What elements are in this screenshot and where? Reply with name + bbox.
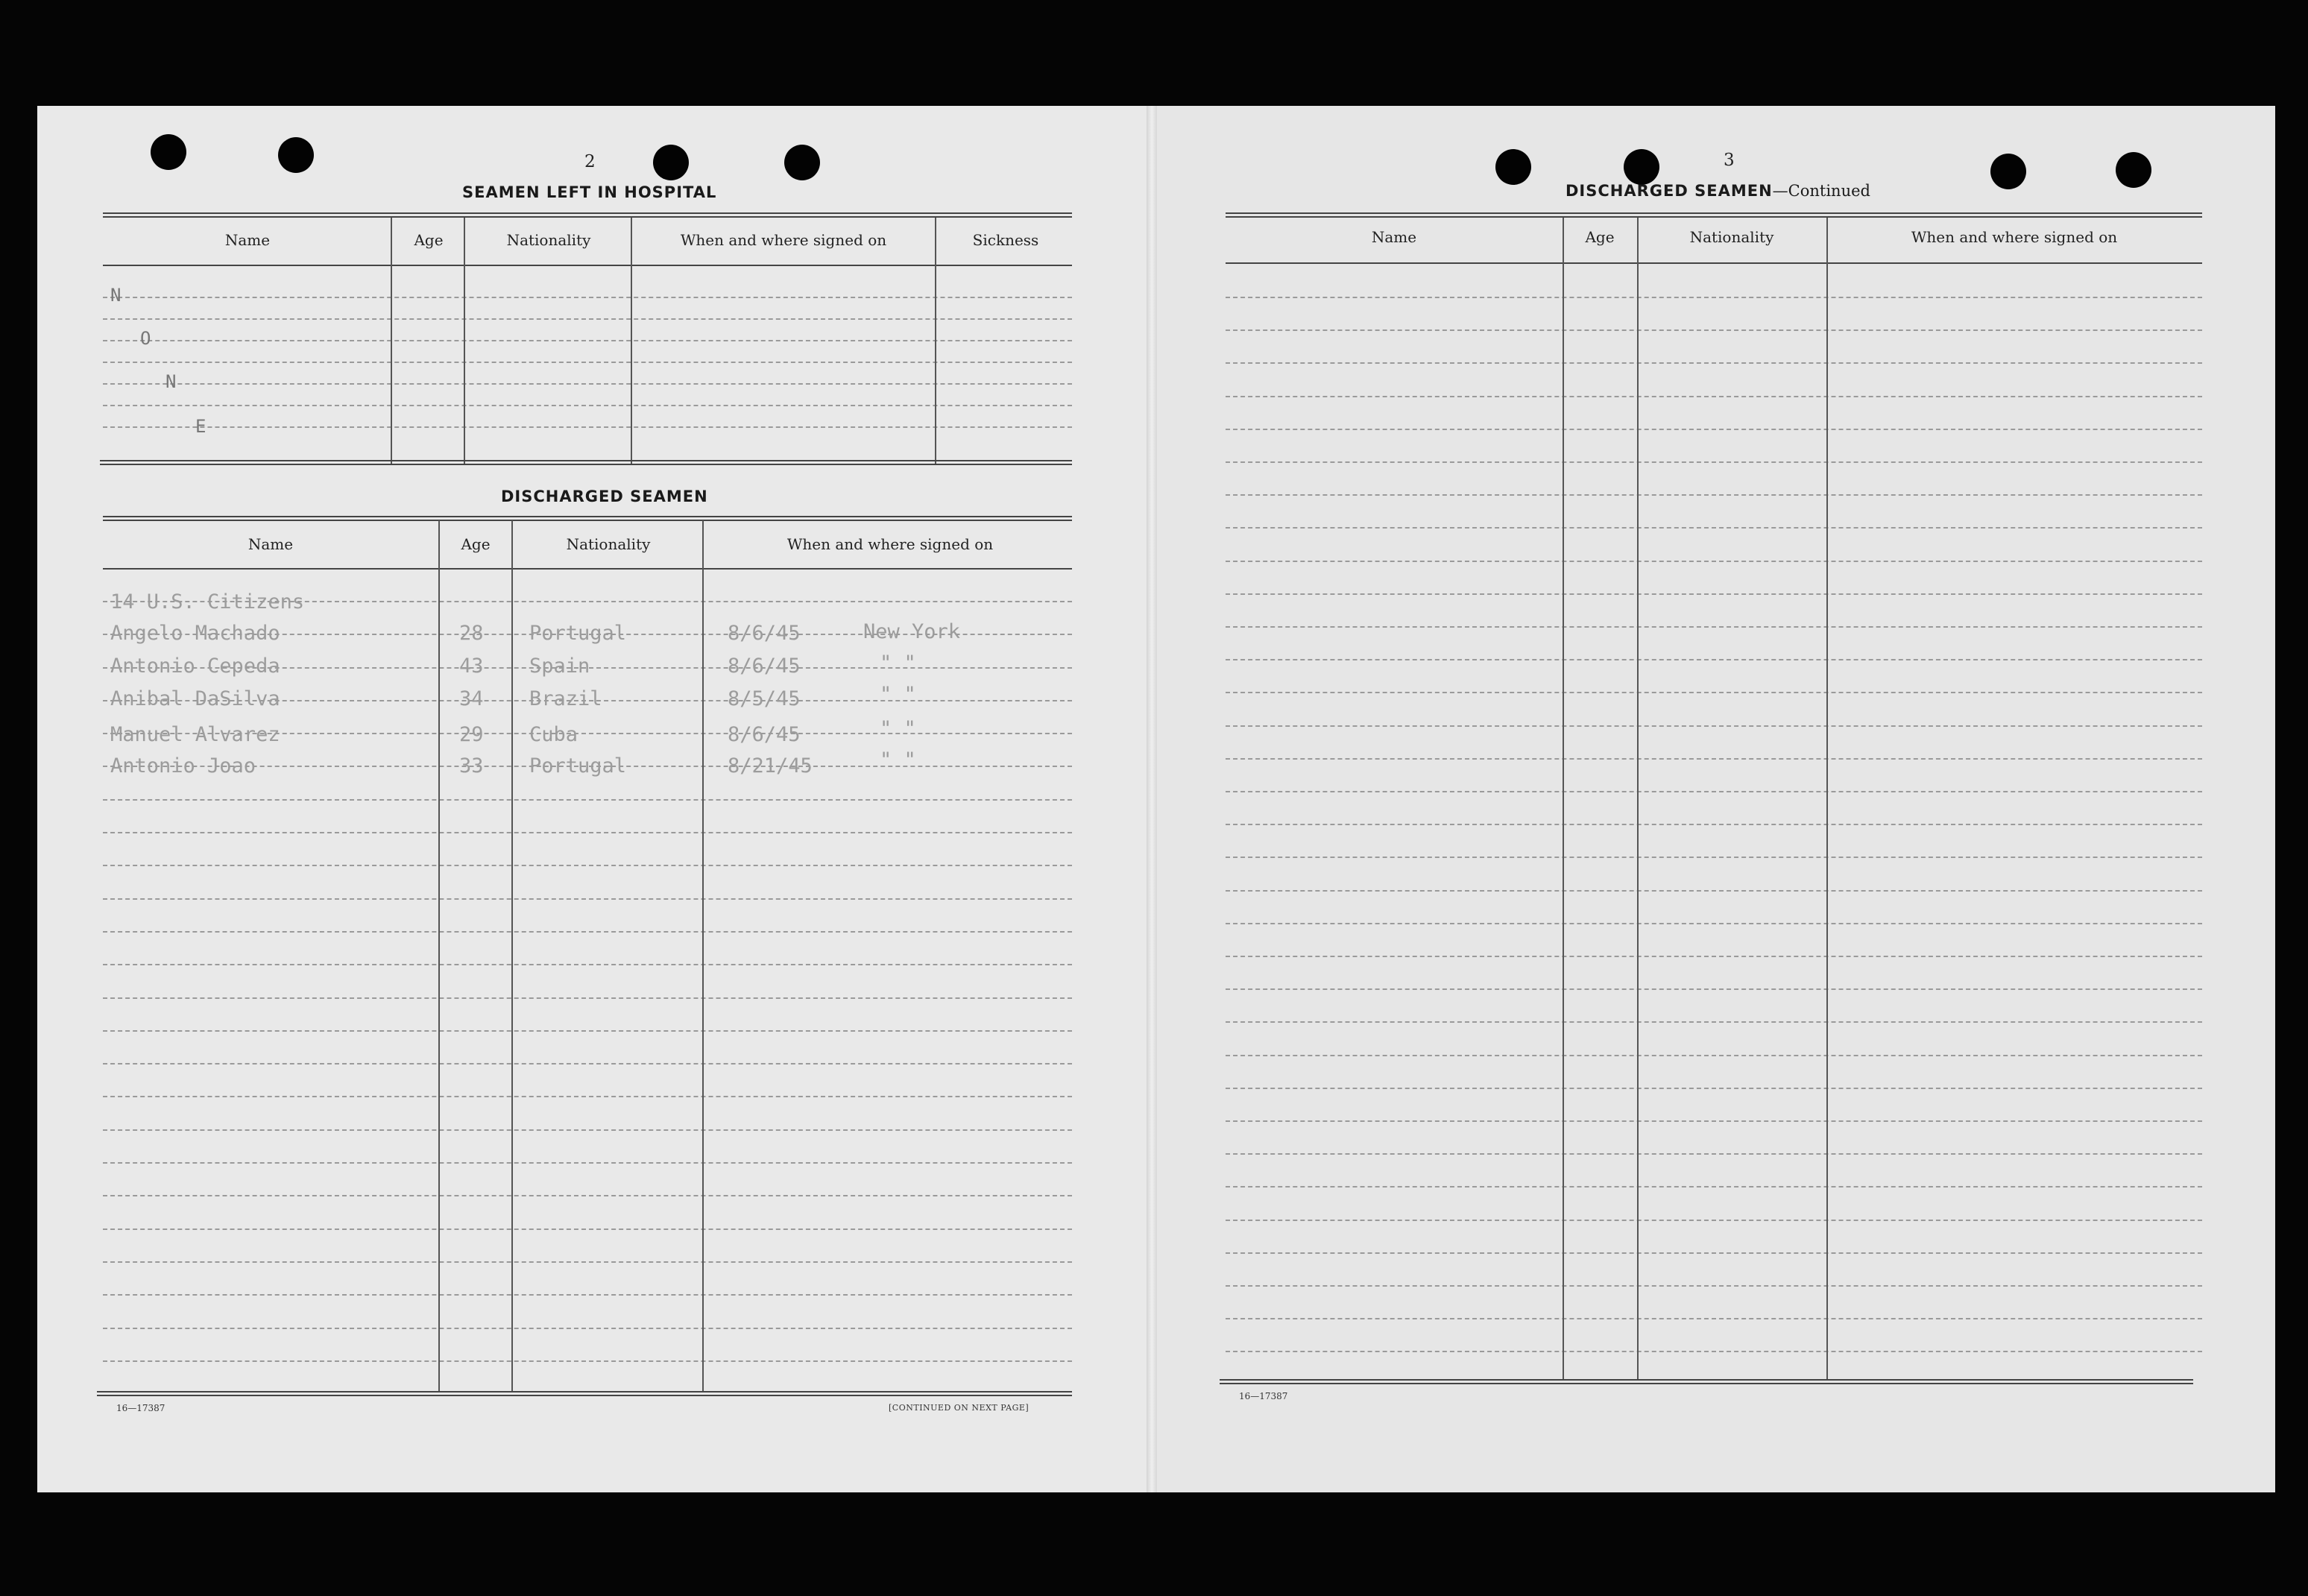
ruled-line — [1226, 1220, 2202, 1221]
seaman-nationality: Portugal — [529, 754, 627, 778]
seaman-name: Antonio Joao — [110, 754, 256, 778]
seaman-age: 33 — [459, 754, 484, 778]
ruled-line — [103, 297, 1072, 298]
ruled-line — [1226, 1252, 2202, 1254]
table-top-rule — [103, 212, 1072, 218]
column-divider — [1826, 218, 1828, 1381]
seaman-name: Anibal DaSilva — [110, 687, 280, 710]
discharged-section-title: DISCHARGED SEAMEN — [501, 488, 708, 505]
ruled-line — [1226, 1318, 2202, 1319]
ruled-line — [103, 898, 1072, 900]
ruled-line — [1226, 593, 2202, 595]
ruled-line — [1226, 1153, 2202, 1155]
column-header-age: Age — [461, 535, 491, 553]
column-header-signed-on: When and where signed on — [1911, 228, 2118, 246]
signed-date: 8/21/45 — [728, 754, 813, 778]
ruled-line — [103, 1261, 1072, 1263]
ruled-line — [103, 1063, 1072, 1064]
ruled-line — [1226, 1021, 2202, 1023]
punch-hole — [784, 145, 820, 180]
signed-place: " " — [880, 652, 916, 675]
ruled-line — [103, 340, 1072, 341]
column-header-nationality: Nationality — [566, 535, 651, 553]
signed-place: New York — [863, 620, 961, 643]
ruled-line — [1226, 791, 2202, 792]
ruled-line — [1226, 824, 2202, 825]
ruled-line — [103, 964, 1072, 965]
punch-hole — [151, 134, 186, 170]
table-bottom-rule — [97, 1391, 1072, 1396]
ruled-line — [103, 832, 1072, 833]
ruled-line — [1226, 1055, 2202, 1056]
seaman-age: 43 — [459, 655, 484, 678]
ruled-line — [103, 1096, 1072, 1097]
ruled-line — [1226, 758, 2202, 760]
punch-hole — [2116, 152, 2151, 188]
ruled-line — [1226, 1351, 2202, 1352]
column-divider — [631, 218, 632, 465]
column-divider — [1637, 218, 1639, 1381]
column-divider — [438, 520, 440, 1392]
form-number: 16—17387 — [116, 1403, 165, 1413]
ruled-line — [103, 931, 1072, 933]
continued-note: [CONTINUED ON NEXT PAGE] — [889, 1403, 1030, 1413]
column-header-name: Name — [247, 535, 294, 553]
column-header-age: Age — [414, 231, 444, 249]
ruled-line — [1226, 725, 2202, 727]
ruled-line — [1226, 988, 2202, 990]
signed-date: 8/6/45 — [728, 622, 801, 645]
ruled-line — [1226, 527, 2202, 529]
page-number: 3 — [1724, 151, 1735, 170]
ruled-line — [103, 405, 1072, 406]
ruled-line — [103, 1030, 1072, 1032]
ruled-line — [103, 362, 1072, 363]
signed-place: " " — [880, 683, 916, 706]
ruled-line — [103, 865, 1072, 866]
ruled-line — [103, 1360, 1072, 1362]
entry-letter: O — [140, 328, 151, 349]
ruled-line — [103, 426, 1072, 428]
column-divider — [935, 218, 936, 465]
ruled-line — [1226, 923, 2202, 924]
entry-letter: N — [165, 371, 177, 392]
column-header-nationality: Nationality — [1689, 228, 1774, 246]
ruled-line — [103, 318, 1072, 320]
seaman-name: Angelo Machado — [110, 622, 280, 645]
column-header-age: Age — [1585, 228, 1615, 246]
signed-place: " " — [880, 748, 916, 772]
ruled-line — [1226, 461, 2202, 463]
page-fold — [1147, 106, 1157, 1492]
entry-letter: N — [110, 285, 122, 306]
column-header-sickness: Sickness — [972, 231, 1039, 249]
column-divider — [391, 218, 392, 465]
title-main: DISCHARGED SEAMEN — [1566, 182, 1773, 200]
seaman-nationality: Spain — [529, 655, 590, 678]
seaman-age: 29 — [459, 723, 484, 746]
punch-hole — [1495, 149, 1531, 185]
ruled-line — [1226, 1088, 2202, 1089]
punch-hole — [1624, 149, 1659, 185]
seaman-name: Antonio Cepeda — [110, 655, 280, 678]
ruled-line — [103, 1195, 1072, 1196]
ruled-line — [103, 383, 1072, 385]
signed-date: 8/6/45 — [728, 655, 801, 678]
ruled-line — [103, 997, 1072, 999]
form-number: 16—17387 — [1239, 1391, 1288, 1401]
ruled-line — [1226, 1285, 2202, 1287]
column-header-nationality: Nationality — [506, 231, 591, 249]
column-header-signed-on: When and where signed on — [786, 535, 994, 553]
column-header-name: Name — [224, 231, 271, 249]
ruled-line — [1226, 659, 2202, 660]
discharged-continued-title — [1566, 182, 1870, 200]
signed-place: " " — [880, 717, 916, 740]
ruled-line — [1226, 297, 2202, 298]
seaman-age: 34 — [459, 687, 484, 710]
column-divider — [702, 520, 704, 1392]
punch-hole — [653, 145, 689, 180]
header-rule — [1226, 262, 2202, 264]
ruled-line — [1226, 494, 2202, 496]
seaman-name: 14 U.S. Citizens — [110, 590, 305, 614]
table-bottom-rule — [1220, 1379, 2193, 1384]
ruled-line — [103, 1328, 1072, 1329]
ruled-line — [1226, 561, 2202, 562]
column-divider — [1563, 218, 1564, 1381]
ruled-line — [103, 1294, 1072, 1296]
signed-date: 8/5/45 — [728, 687, 801, 710]
signed-date: 8/6/45 — [728, 723, 801, 746]
ruled-line — [103, 1162, 1072, 1164]
page-number: 2 — [584, 152, 596, 171]
seaman-nationality: Brazil — [529, 687, 602, 710]
ruled-line — [1226, 857, 2202, 858]
ruled-line — [1226, 890, 2202, 892]
ruled-line — [1226, 1186, 2202, 1187]
punch-hole — [278, 137, 314, 173]
punch-hole — [1990, 154, 2026, 189]
table-top-rule — [103, 516, 1072, 521]
ruled-line — [103, 799, 1072, 801]
right-page — [1153, 106, 2275, 1492]
table-top-rule — [1226, 212, 2202, 218]
hospital-section-title: SEAMEN LEFT IN HOSPITAL — [462, 183, 717, 201]
ruled-line — [1226, 429, 2202, 430]
seaman-age: 28 — [459, 622, 484, 645]
header-rule — [103, 265, 1072, 266]
ruled-line — [103, 1129, 1072, 1131]
ruled-line — [103, 1228, 1072, 1230]
ruled-line — [1226, 692, 2202, 693]
header-rule — [103, 568, 1072, 570]
table-bottom-rule — [100, 460, 1072, 465]
seaman-nationality: Cuba — [529, 723, 578, 746]
entry-letter: E — [195, 416, 206, 437]
ruled-line — [1226, 956, 2202, 957]
column-divider — [464, 218, 465, 465]
ruled-line — [1226, 626, 2202, 628]
ruled-line — [1226, 329, 2202, 331]
ruled-line — [1226, 396, 2202, 397]
seaman-name: Manuel Alvarez — [110, 723, 280, 746]
ruled-line — [1226, 362, 2202, 364]
ruled-line — [1226, 1120, 2202, 1122]
column-header-signed-on: When and where signed on — [680, 231, 887, 249]
column-header-name: Name — [1371, 228, 1417, 246]
column-divider — [511, 520, 513, 1392]
seaman-nationality: Portugal — [529, 622, 627, 645]
title-suffix: —Continued — [1772, 182, 1870, 200]
